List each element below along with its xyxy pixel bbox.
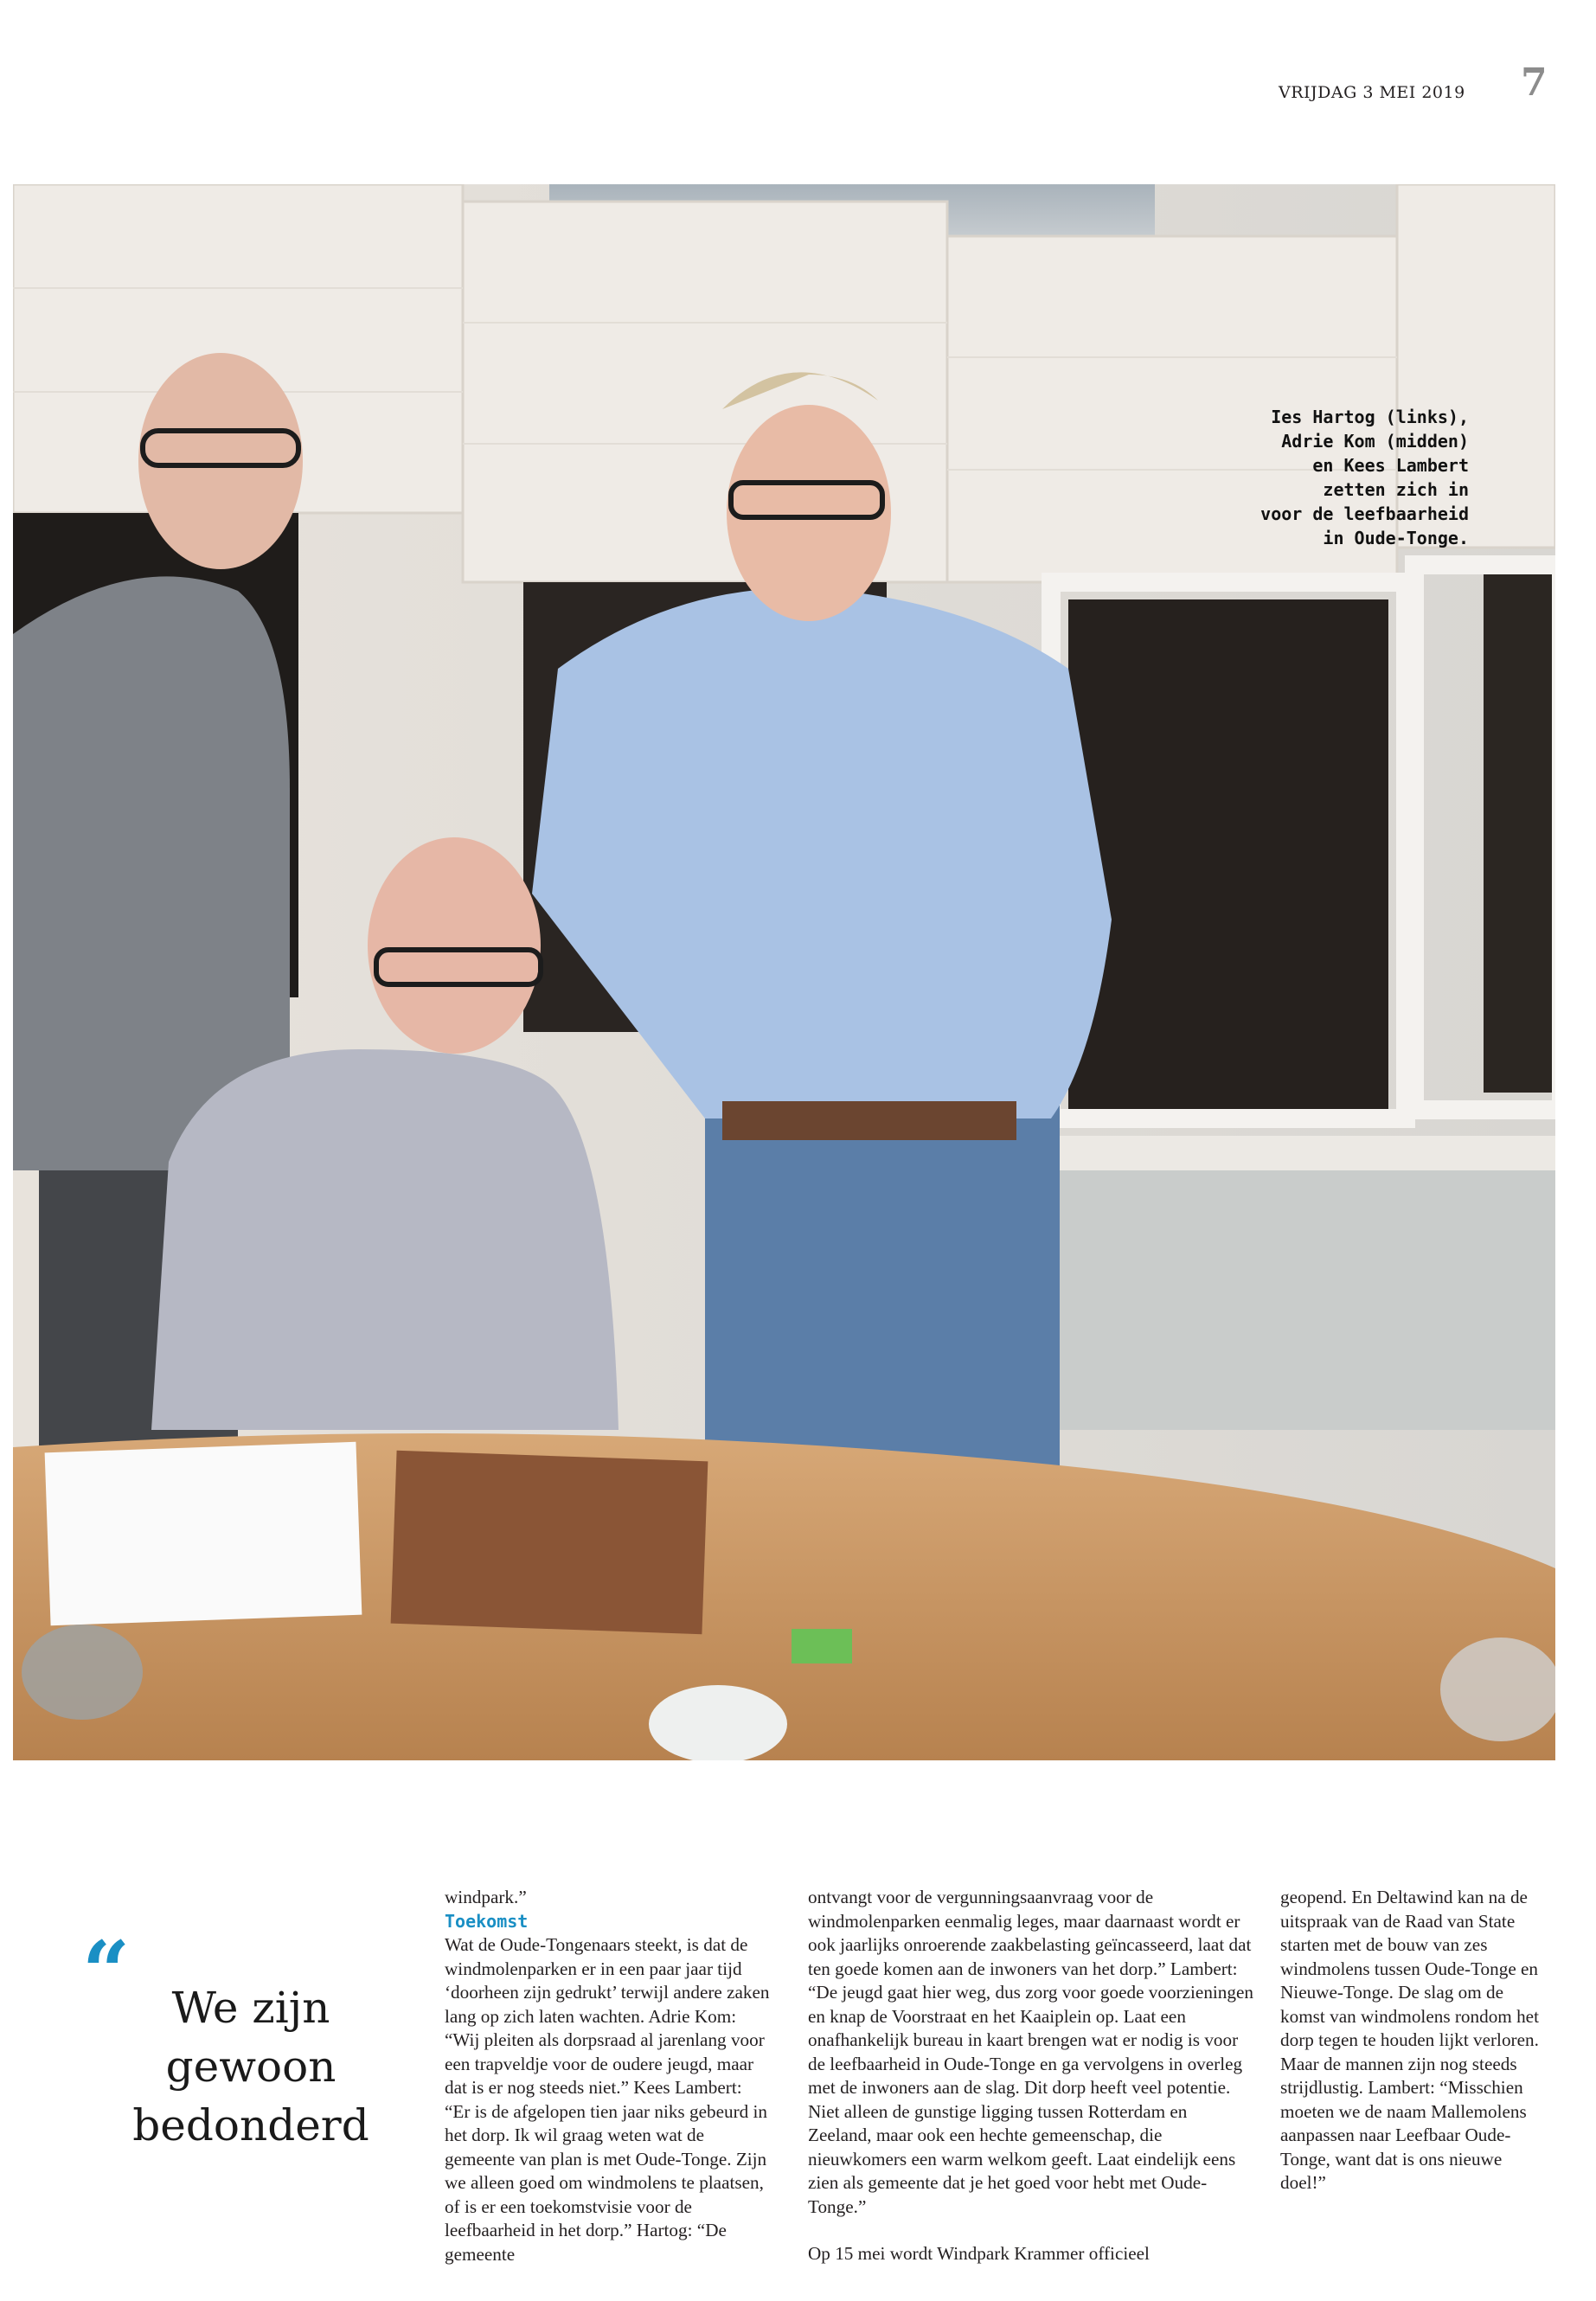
column-1-body: Wat de Oude-Tongenaars steekt, is dat de windmolenparken er in een paar jaar tijd ‘doorheen zijn gedrukt’ terwijl andere zaken lang op zich laten wachten. Adrie Kom: “Wij pleiten als dorpsraad al jarenlang voor een trapveldje voor de oudere jeugd, maar dat is er nog steeds niet.” Kees Lambert: “Er is de afgelopen tien jaar niks gebeurd in het dorp. Ik wil graag weten wat de gemeente van plan is met Oude-Tonge. Zijn we alleen goed om windmolens te plaatsen, of is er een toekomstvisie voor de leefbaarheid in het dorp.” Hartog: “De gemeente xyxy=(445,1934,770,2265)
article-column-3 xyxy=(1280,1886,1550,2195)
article-column-2 xyxy=(808,1886,1254,2266)
quote-mark-icon: “ xyxy=(82,1923,131,2021)
subhead-toekomst: Toekomst xyxy=(445,1910,529,1932)
photo-caption: Ies Hartog (links), Adrie Kom (midden) en Kees Lambert zetten zich in voor de leefbaarheid in Oude-Tonge. xyxy=(1260,407,1469,548)
column-3-body: geopend. En Deltawind kan na de uitspraak van de Raad van State starten met de bouw van zes windmolens tussen Oude-Tonge en Nieuwe-Tonge. De slag om de komst van windmolens rondom het dorp tegen te houden lijkt verloren. Maar de mannen zijn nog steeds strijdlustig. Lambert: “Misschien moeten we de naam Mallemolens aanpassen naar Leefbaar Oude-Tonge, want dat is ons nieuwe doel!” xyxy=(1280,1887,1539,2193)
column-2-last: Op 15 mei wordt Windpark Krammer officieel xyxy=(808,2243,1150,2264)
column-1-intro: windpark.” xyxy=(445,1887,527,1907)
page-number: 7 xyxy=(1521,61,1548,105)
article-column-1 xyxy=(445,1886,770,2266)
header-date: VRIJDAG 3 MEI 2019 xyxy=(1279,83,1465,102)
pull-quote-text: We zijn gewoon bedonderd xyxy=(132,1983,369,2150)
column-2-body: ontvangt voor de vergunningsaanvraag voor de windmolenparken eenmalig leges, maar daarnaast wordt er ook jaarlijks onroerende zaakbelasting geïncasseerd, laat dat ten goede komen aan de inwoners van het dorp.” Lambert: “De jeugd gaat hier weg, dus zorg voor goede voorzieningen en knap de Voorstraat en het Kaaiplein op. Laat een onafhankelijk bureau in kaart brengen wat er nodig is voor de leefbaarheid in Oude-Tonge en ga vervolgens in overleg met de inwoners aan de slag. Dit dorp heeft veel potentie. Niet alleen de gunstige ligging tussen Rotterdam en Zeeland, maar ook een hechte gemeenschap, die nieuwkomers een warm welkom geeft. Laat eindelijk eens zien als gemeente dat je het goed voor hebt met Oude-Tonge.” xyxy=(808,1887,1253,2217)
article-photo xyxy=(13,184,1555,1760)
